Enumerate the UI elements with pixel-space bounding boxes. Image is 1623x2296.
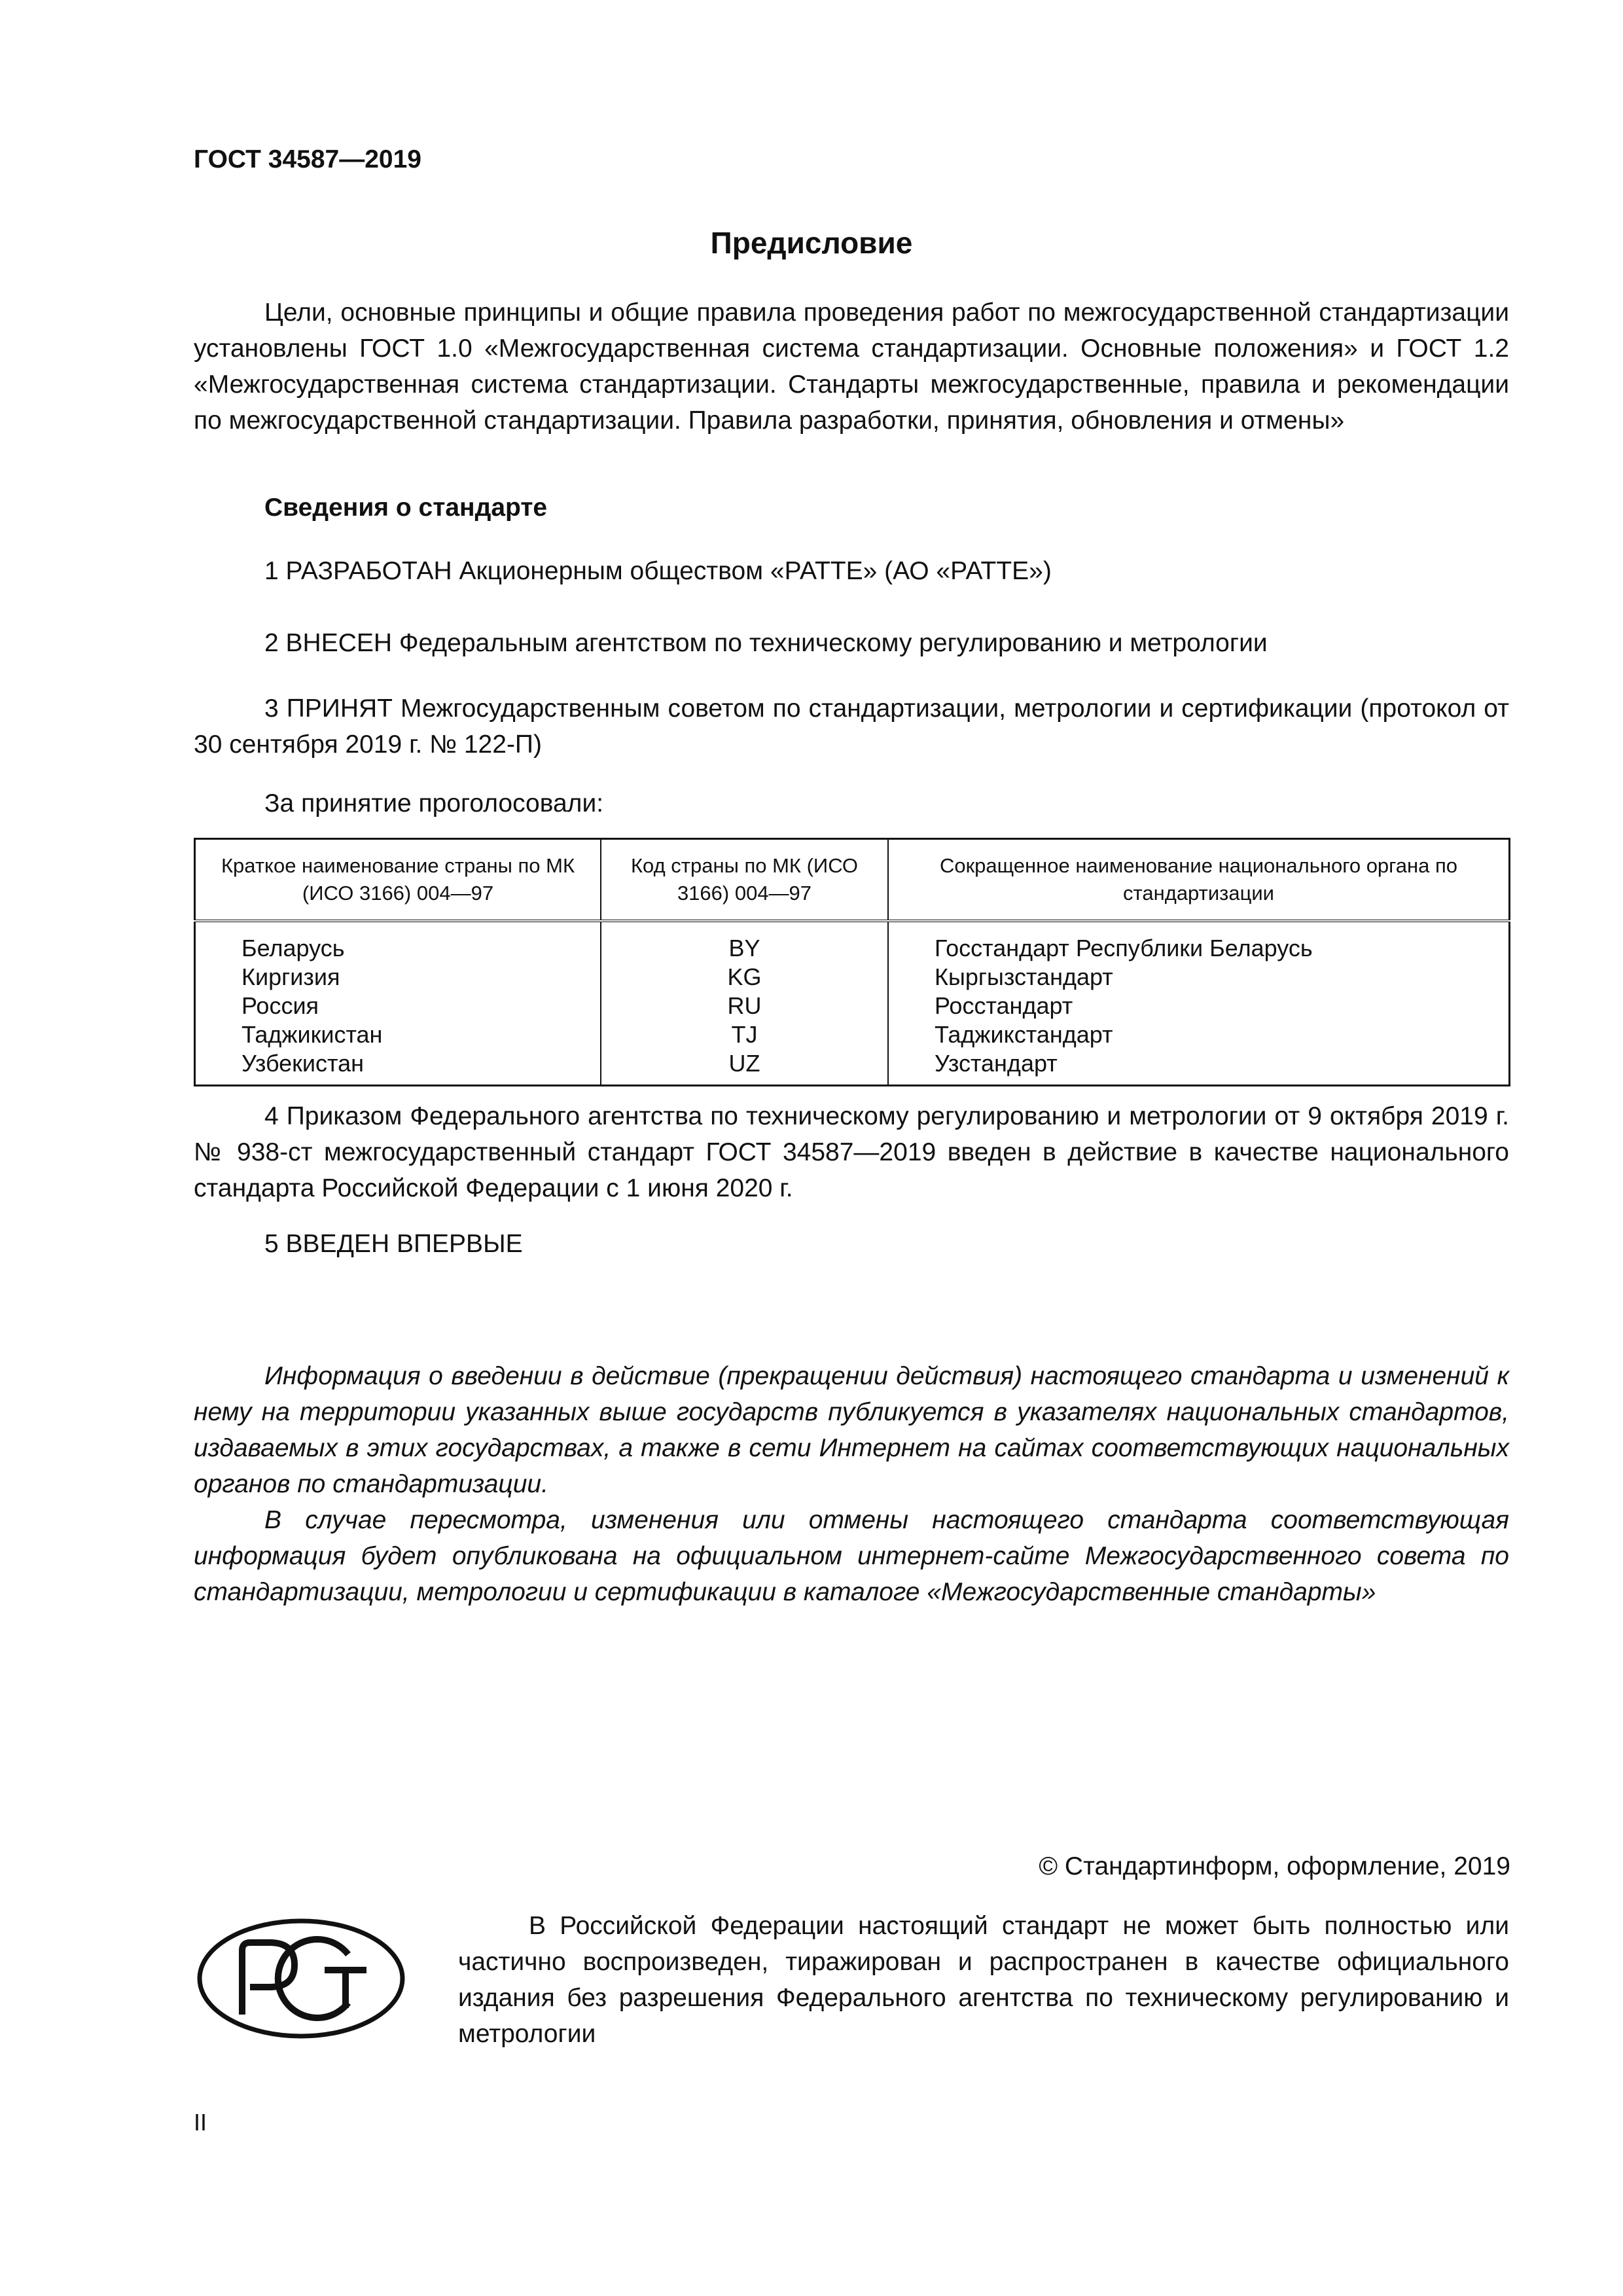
item-1: 1 РАЗРАБОТАН Акционерным обществом «РАТТЕ» (АО «РАТТЕ») <box>264 557 1052 585</box>
document-header: ГОСТ 34587—2019 <box>194 145 421 173</box>
page-number: II <box>194 2109 207 2136</box>
country-code: KG <box>727 963 762 990</box>
rights-notice: В Российской Федерации настоящий стандарт не может быть полностью или частично воспроизведен, тиражирован и распространен в качестве официального издания без разрешения Федерального агентства по техническому регулированию и метрологии <box>458 1912 1509 2048</box>
country-name: Беларусь <box>241 935 345 961</box>
standards-body: Кыргызстандарт <box>935 963 1113 990</box>
country-name: Киргизия <box>241 963 340 990</box>
standards-body: Таджикстандарт <box>935 1021 1113 1048</box>
intro-paragraph: Цели, основные принципы и общие правила проведения работ по межгосударственной стандартизации установлены ГОСТ 1.0 «Межгосударственная система стандартизации. Основные положения» и ГОСТ 1.2 «Межгосударственная система стандартизации. Стандарты межгосударственные, правила и рекомендации по межгосударственной стандартизации. Правила разработки, принятия, обновления и отмены» <box>194 298 1509 435</box>
country-code: BY <box>728 935 760 961</box>
item-5: 5 ВВЕДЕН ВПЕРВЫЕ <box>264 1230 523 1258</box>
standards-body: Узстандарт <box>935 1050 1058 1077</box>
country-name: Россия <box>241 992 319 1019</box>
table-header-body: Сокращенное наименование национального органа по стандартизации <box>888 839 1510 922</box>
note-1: Информация о введении в действие (прекращении действия) настоящего стандарта и изменений к нему на территории указанных выше государств публикуется в указателях национальных стандартов, издаваемых в этих государствах, а также в сети Интернет на сайтах соответствующих национальных органов по стандартизации. <box>194 1362 1509 1498</box>
item-4: 4 Приказом Федерального агентства по техническому регулированию и метрологии от 9 октября 2019 г. № 938-ст межгосударственный стандарт ГОСТ 34587—2019 введен в действие в качестве национального стандарта Российской Федерации с 1 июня 2020 г. <box>194 1102 1509 1202</box>
table-header-code: Код страны по МК (ИСО 3166) 004—97 <box>601 839 888 922</box>
votes-label: За принятие проголосовали: <box>264 789 604 817</box>
info-heading: Сведения о стандарте <box>264 493 548 522</box>
voting-table <box>194 838 1510 1086</box>
copyright: © Стандартинформ, оформление, 2019 <box>1039 1852 1510 1880</box>
country-code: UZ <box>728 1050 760 1077</box>
country-column <box>195 921 601 1086</box>
item-3: 3 ПРИНЯТ Межгосударственным советом по стандартизации, метрологии и сертификации (протокол от 30 сентября 2019 г. № 122-П) <box>194 694 1509 759</box>
table-row <box>195 921 1510 1086</box>
country-name: Узбекистан <box>241 1050 365 1077</box>
body-column <box>888 921 1510 1086</box>
country-name: Таджикистан <box>241 1021 383 1048</box>
country-code: RU <box>727 992 762 1019</box>
standards-body: Госстандарт Республики Беларусь <box>935 935 1313 961</box>
standards-body: Росстандарт <box>935 992 1073 1019</box>
rst-conformity-mark-icon <box>196 1916 406 2041</box>
table-header-country: Краткое наименование страны по МК (ИСО 3166) 004—97 <box>195 839 601 922</box>
table-header-row <box>195 839 1510 922</box>
page-title: Предисловие <box>710 226 913 260</box>
country-code: TJ <box>731 1021 758 1048</box>
item-2: 2 ВНЕСЕН Федеральным агентством по техническому регулированию и метрологии <box>264 629 1268 657</box>
code-column <box>601 921 888 1086</box>
note-2: В случае пересмотра, изменения или отмены настоящего стандарта соответствующая информация будет опубликована на официальном интернет-сайте Межгосударственного совета по стандартизации, метрологии и сертификации в каталоге «Межгосударственные стандарты» <box>194 1506 1509 1606</box>
